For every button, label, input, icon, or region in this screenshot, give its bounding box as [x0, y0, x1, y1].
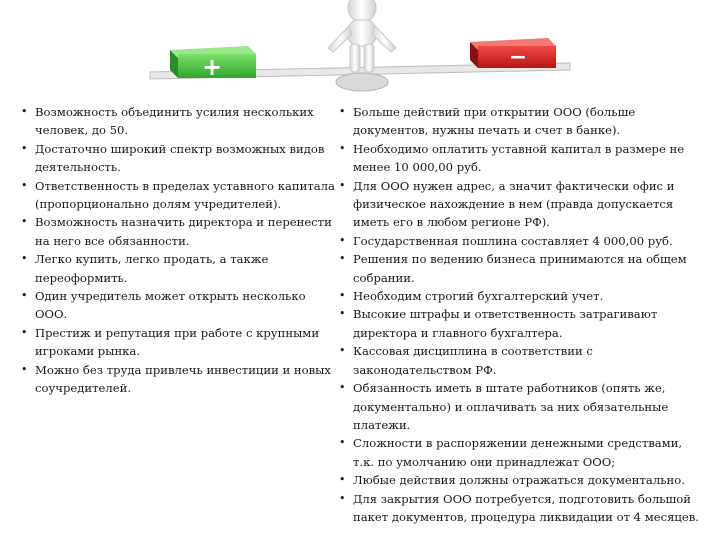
scale-pivot	[336, 73, 388, 91]
plus-icon: +	[201, 53, 223, 81]
figure	[328, 0, 396, 72]
list-item: • Возможность объединить усилия нескольких человек, до 50.	[18, 103, 336, 140]
list-item: • Ответственность в пределах уставного капитала (пропорционально долям учредителей).	[18, 177, 336, 214]
minus-icon: −	[508, 45, 528, 70]
list-item: • Можно без труда привлечь инвестиции и новых соучредителей.	[18, 361, 336, 398]
list-item: • Высокие штрафы и ответственность затрагивают директора и главного бухгалтера.	[336, 305, 706, 342]
list-item: • Сложности в распоряжении денежными средствами, т.к. по умолчанию они принадлежат ООО;	[336, 434, 706, 471]
list-item: • Один учредитель может открыть несколько ООО.	[18, 287, 336, 324]
list-item: • Решения по ведению бизнеса принимаются на общем собрании.	[336, 250, 706, 287]
list-item: • Для закрытия ООО потребуется, подготовить большой пакет документов, процедура ликвидации от 4 месяцев.	[336, 490, 706, 527]
list-item: • Легко купить, легко продать, а также переоформить.	[18, 250, 336, 287]
list-item: • Любые действия должны отражаться документально.	[336, 471, 706, 489]
list-item: • Достаточно широкий спектр возможных видов деятельность.	[18, 140, 336, 177]
pros-list	[18, 103, 336, 398]
list-item: • Государственная пошлина составляет 4 000,00 руб.	[336, 232, 706, 250]
list-item: • Необходим строгий бухгалтерский учет.	[336, 287, 706, 305]
list-item: • Обязанность иметь в штате работников (опять же, документально) и оплачивать за них обязательные платежи.	[336, 379, 706, 434]
cons-list	[336, 103, 706, 526]
balance-scale-illustration	[130, 0, 590, 100]
list-item: • Кассовая дисциплина в соответствии с законодательством РФ.	[336, 342, 706, 379]
list-item: • Престиж и репутация при работе с крупными игроками рынка.	[18, 324, 336, 361]
list-item: • Необходимо оплатить уставной капитал в размере не менее 10 000,00 руб.	[336, 140, 706, 177]
list-item: • Возможность назначить директора и перенести на него все обязанности.	[18, 213, 336, 250]
list-item: • Больше действий при открытии ООО (больше документов, нужны печать и счет в банке).	[336, 103, 706, 140]
list-item: • Для ООО нужен адрес, а значит фактически офис и физическое нахождение в нем (правда допускается иметь его в любом регионе РФ).	[336, 177, 706, 232]
